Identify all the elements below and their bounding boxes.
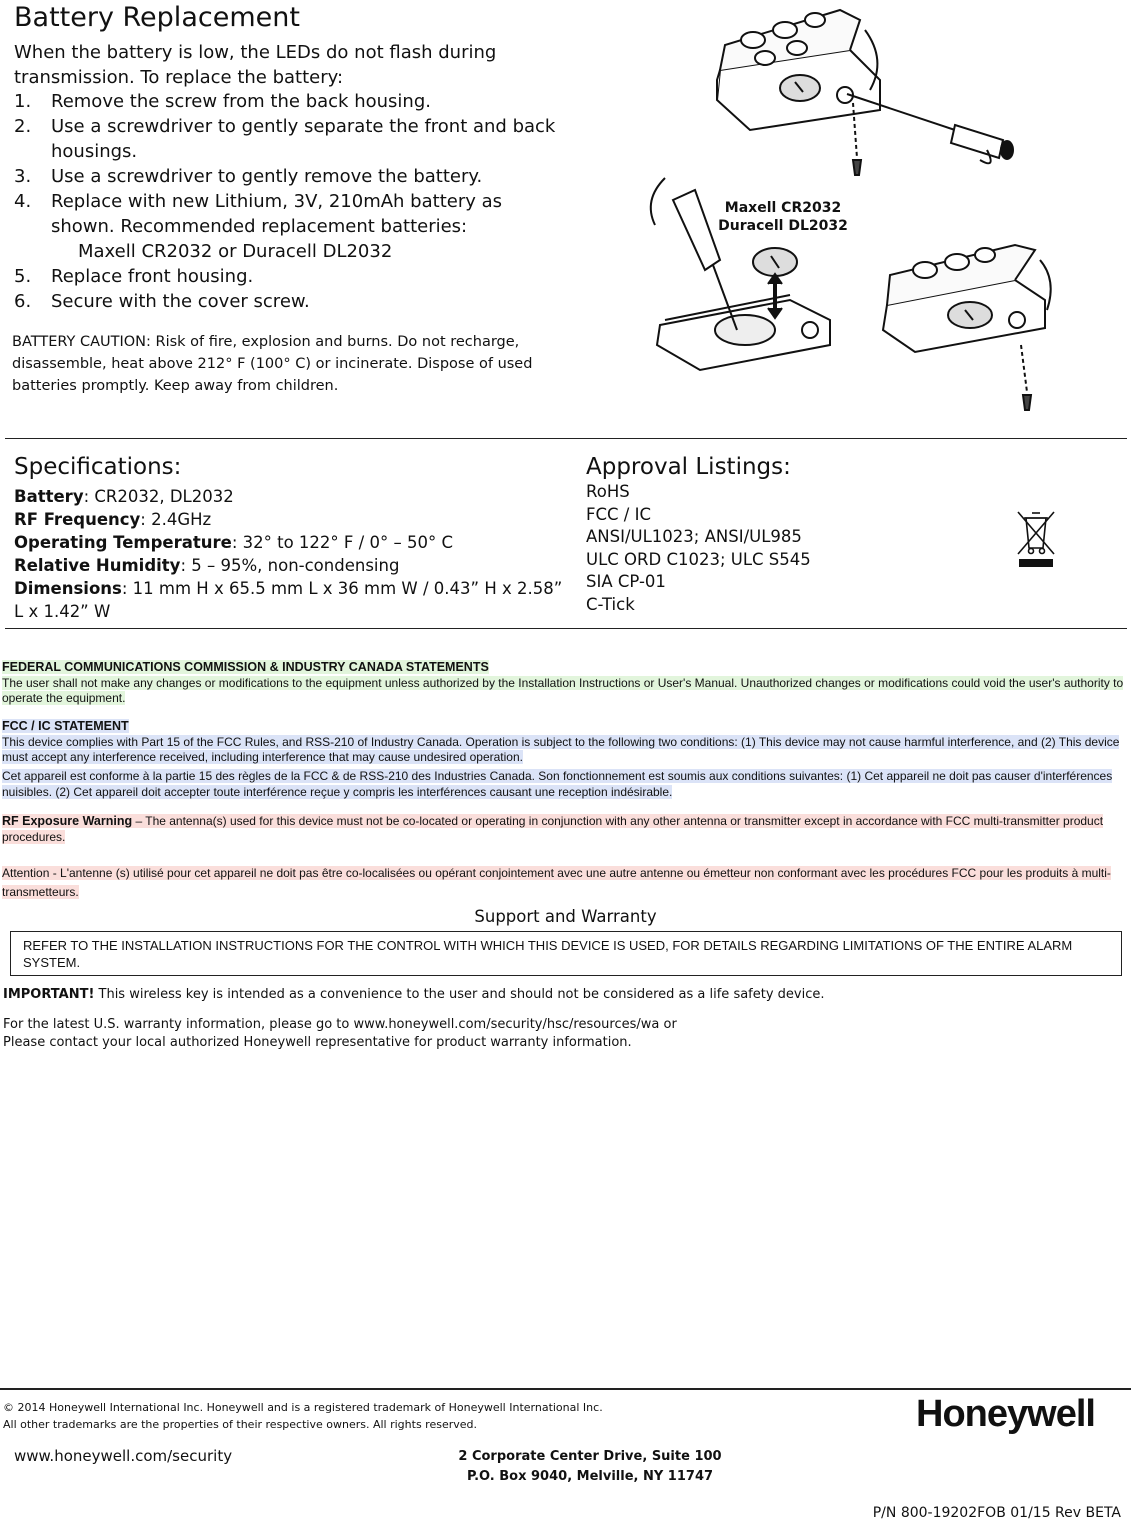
spec-value: : 5 – 95%, non-condensing <box>180 556 400 575</box>
rf-exposure-warning-french <box>2 864 1130 902</box>
fcc-ic-statement-french <box>2 769 1130 800</box>
spec-value: : 2.4GHz <box>140 510 212 529</box>
approval-item: ULC ORD C1023; ULC S545 <box>586 549 811 569</box>
step-number: 6. <box>14 291 32 312</box>
step-text: Maxell CR2032 or Duracell DL2032 <box>78 241 393 262</box>
approval-item: SIA CP-01 <box>586 572 666 591</box>
fcc-ic-heading: FEDERAL COMMUNICATIONS COMMISSION & INDUSTRY CANADA STATEMENTS <box>2 660 489 674</box>
copyright-line: © 2014 Honeywell International Inc. Honeywell and is a registered trademark of Honeywell International Inc. <box>3 1401 603 1414</box>
step-number: 4. <box>14 191 32 212</box>
step-text: Use a screwdriver to gently remove the battery. <box>51 166 483 187</box>
company-address <box>400 1447 780 1487</box>
step-text: Replace with new Lithium, 3V, 210mAh battery as shown. Recommended replacement batteries: <box>51 191 503 237</box>
battery-caution: BATTERY CAUTION: Risk of fire, explosion and burns. Do not recharge, disassemble, heat above 212° F (100° C) or incinerate. Dispose of used batteries promptly. Keep away from children. <box>12 334 533 394</box>
spec-label: RF Frequency <box>14 510 141 529</box>
address-line: 2 Corporate Center Drive, Suite 100 <box>458 1449 722 1464</box>
step-battery-models <box>14 239 594 264</box>
step-number: 1. <box>14 91 32 112</box>
rf-warning-fr-text: Attention - L'antenne (s) utilisé pour cet appareil ne doit pas être co-localisées ou opérant conjointement avec une autre antenne ou émetteur non conformant avec les procédures FCC pour les produits à multi-transmetteurs. <box>2 866 1111 899</box>
illustration-label-duracell: Duracell DL2032 <box>718 218 848 234</box>
spec-label: Operating Temperature <box>14 533 232 552</box>
spec-value: : CR2032, DL2032 <box>83 487 234 506</box>
spec-relative-humidity <box>14 554 574 577</box>
spec-label: Relative Humidity <box>14 556 181 575</box>
specifications-heading <box>14 454 181 480</box>
spec-value: : 11 mm H x 65.5 mm L x 36 mm W / 0.43” H x 2.58” L x 1.42” W <box>14 579 563 621</box>
important-notice <box>3 987 825 1002</box>
approval-item: ANSI/UL1023; ANSI/UL985 <box>586 527 802 546</box>
specifications-heading-text: Specifications <box>14 454 174 480</box>
divider-top <box>5 438 1127 439</box>
refer-notice-box: REFER TO THE INSTALLATION INSTRUCTIONS FOR THE CONTROL WITH WHICH THIS DEVICE IS USED, FOR DETAILS REGARDING LIMITATIONS OF THE ENTIRE ALARM SYSTEM. <box>10 931 1122 976</box>
step-item <box>14 164 594 189</box>
approval-item: RoHS <box>586 482 630 501</box>
specifications-heading-colon: : <box>173 454 182 480</box>
approval-listings <box>586 481 811 616</box>
rf-warning-heading: RF Exposure Warning <box>2 814 133 828</box>
fcc-ic-statement-text: This device complies with Part 15 of the FCC Rules, and RSS-210 of Industry Canada. Operation is subject to the following two conditions: (1) This device may not cause harmful interference, and (2) This device must accept any interference received, including interference that may cause undesired operation. <box>2 734 1120 764</box>
website-link[interactable]: www.honeywell.com/security <box>14 1447 233 1465</box>
divider-middle <box>5 628 1127 629</box>
approval-item: C-Tick <box>586 594 635 614</box>
specifications-list <box>14 485 574 623</box>
fcc-ic-statement-fr-text: Cet appareil est conforme à la partie 15 des règles de la FCC & de RSS-210 des Industries Canada. Son fonctionnement est soumis aux conditions suivantes: (1) Cet appareil ne doit pas causer d'interférences nuisibles. (2) Cet appareil doit accepter toute interférence reçue y compris les interférences causant une reception indésirable. <box>2 769 1113 799</box>
spec-value: : 32° to 122° F / 0° – 50° C <box>231 533 453 552</box>
warranty-info <box>3 1016 677 1052</box>
step-item <box>14 189 594 239</box>
important-label: IMPORTANT! <box>3 987 95 1002</box>
step-number: 3. <box>14 166 32 187</box>
step-item <box>14 289 594 314</box>
step-item <box>14 89 594 114</box>
step-item <box>14 264 594 289</box>
battery-steps <box>14 89 594 314</box>
divider-footer <box>0 1388 1131 1390</box>
important-text: This wireless key is intended as a convenience to the user and should not be considered as a life safety device. <box>94 987 825 1002</box>
fcc-ic-statement-heading: FCC / IC STATEMENT <box>2 719 129 733</box>
battery-intro: When the battery is low, the LEDs do not flash during transmission. To replace the battery: <box>14 42 497 88</box>
step-item <box>14 114 594 164</box>
approval-item: FCC / IC <box>586 504 651 524</box>
illustration-label-maxell: Maxell CR2032 <box>724 200 842 216</box>
spec-label: Dimensions <box>14 579 122 598</box>
fcc-ic-statement <box>2 719 1130 766</box>
fcc-ic-statements <box>2 660 1130 707</box>
warranty-line: For the latest U.S. warranty information, please go to www.honeywell.com/security/hsc/resources/wa or <box>3 1017 677 1032</box>
spec-rf-frequency <box>14 508 574 531</box>
address-line: P.O. Box 9040, Melville, NY 11747 <box>466 1469 714 1484</box>
honeywell-logo: Honeywell <box>916 1393 1095 1435</box>
warranty-line: Please contact your local authorized Honeywell representative for product warranty information. <box>3 1035 632 1050</box>
rf-exposure-warning <box>2 814 1130 845</box>
step-text: Use a screwdriver to gently separate the front and back housings. <box>51 116 556 162</box>
spec-dimensions <box>14 577 574 623</box>
fcc-ic-text: The user shall not make any changes or modifications to the equipment unless authorized by the Installation Instructions or User's Manual. Unauthorized changes or modifications could void the user's authority to operate the equipment. <box>2 675 1124 705</box>
approval-listings-heading: Approval Listings: <box>586 454 791 480</box>
weee-crossed-bin-icon <box>1014 508 1058 570</box>
rf-warning-text: – The antenna(s) used for this device must not be co-located or operating in conjunction with any other antenna or transmitter except in accordance with FCC multi-transmitter product procedures. <box>2 814 1104 844</box>
spec-operating-temperature <box>14 531 574 554</box>
part-number: P/N 800-19202FOB 01/15 Rev BETA <box>872 1505 1121 1521</box>
section-title-battery-replacement: Battery Replacement <box>14 2 300 33</box>
step-number: 2. <box>14 116 32 137</box>
step-text: Secure with the cover screw. <box>51 291 310 312</box>
step-number: 5. <box>14 266 32 287</box>
support-warranty-heading: Support and Warranty <box>474 907 657 926</box>
battery-replacement-illustration <box>625 0 1095 420</box>
step-text: Replace front housing. <box>51 266 254 287</box>
spec-label: Battery <box>14 487 84 506</box>
spec-battery <box>14 485 574 508</box>
step-text: Remove the screw from the back housing. <box>51 91 431 112</box>
copyright-line: All other trademarks are the properties of their respective owners. All rights reserved. <box>3 1418 477 1431</box>
copyright-notice <box>3 1399 603 1433</box>
